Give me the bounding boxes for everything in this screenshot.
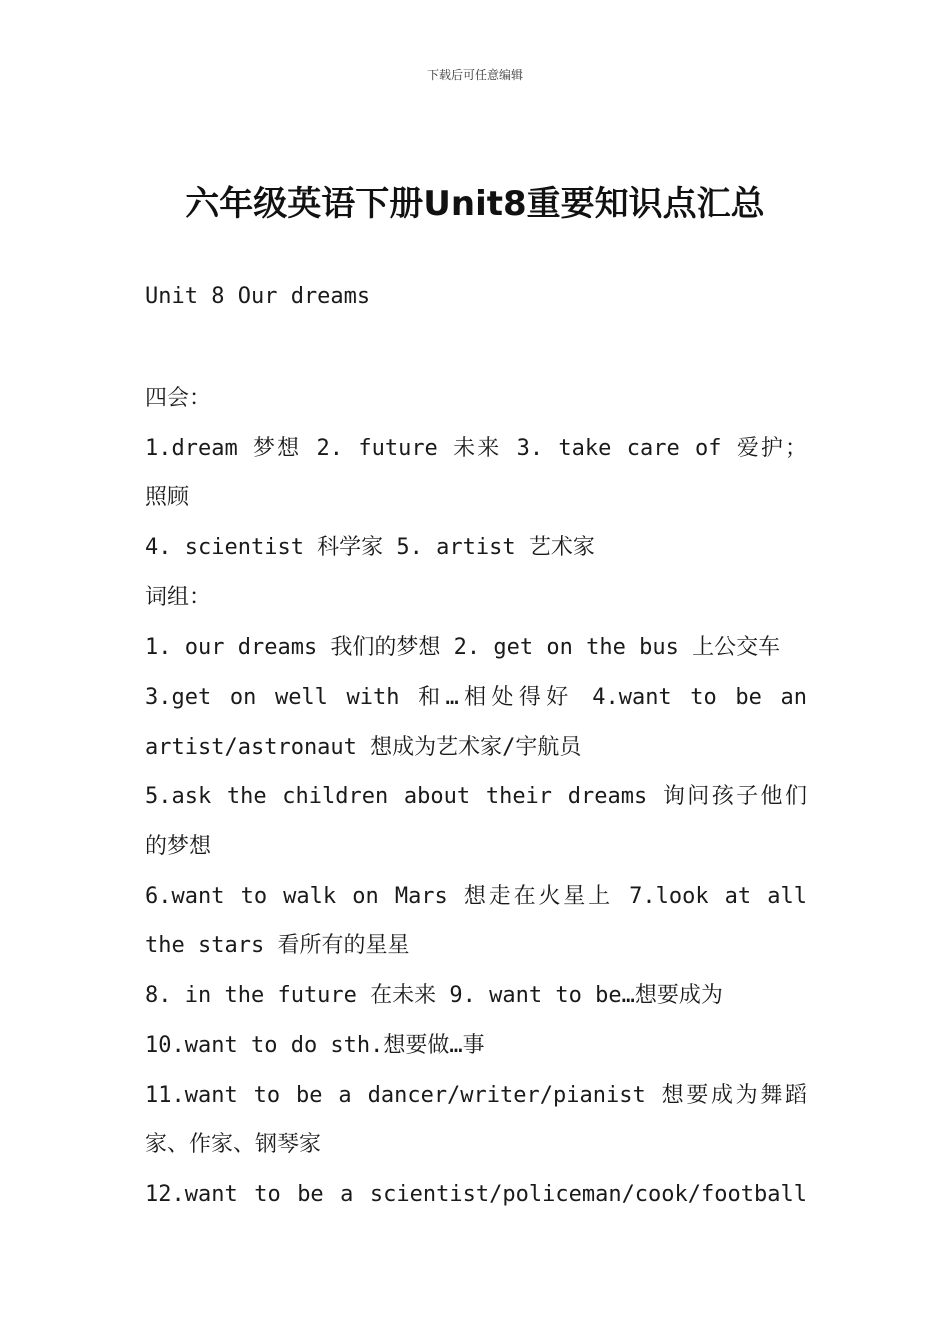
phrase-line-3-cont: 的梦想 — [145, 834, 212, 859]
phrase-line-7-cont: 家、作家、钢琴家 — [145, 1132, 322, 1157]
unit-heading: Unit 8 Our dreams — [145, 284, 371, 309]
phrase-line-5: 8. in the future 在未来 9. want to be…想要成为 — [145, 983, 723, 1008]
vocab-line-2: 4. scientist 科学家 5. artist 艺术家 — [145, 535, 595, 560]
section-heading-four-skills: 四会： — [145, 386, 212, 411]
vocab-line-1: 1.dream 梦想 2. future 未来 3. take care of 爱护； — [145, 436, 807, 461]
phrase-line-3: 5.ask the children about their dreams 询问孩子他们 — [145, 784, 807, 809]
phrase-line-2-cont: artist/astronaut 想成为艺术家/宇航员 — [145, 735, 582, 760]
phrase-line-6: 10.want to do sth.想要做…事 — [145, 1033, 485, 1058]
vocab-line-1-cont: 照顾 — [145, 485, 190, 510]
document-title: 六年级英语下册Unit8重要知识点汇总 — [185, 184, 765, 224]
phrase-line-4-cont: the stars 看所有的星星 — [145, 933, 410, 958]
phrase-line-8: 12.want to be a scientist/policeman/cook/football — [145, 1182, 807, 1207]
header-note: 下载后可任意编辑 — [426, 68, 523, 82]
phrase-line-2: 3.get on well with 和…相处得好 4.want to be an — [145, 685, 807, 710]
phrase-line-7: 11.want to be a dancer/writer/pianist 想要成为舞蹈 — [145, 1083, 807, 1108]
section-heading-phrases: 词组： — [145, 585, 212, 610]
phrase-line-1: 1. our dreams 我们的梦想 2. get on the bus 上公交车 — [145, 635, 781, 660]
phrase-line-4: 6.want to walk on Mars 想走在火星上 7.look at all — [145, 884, 807, 909]
